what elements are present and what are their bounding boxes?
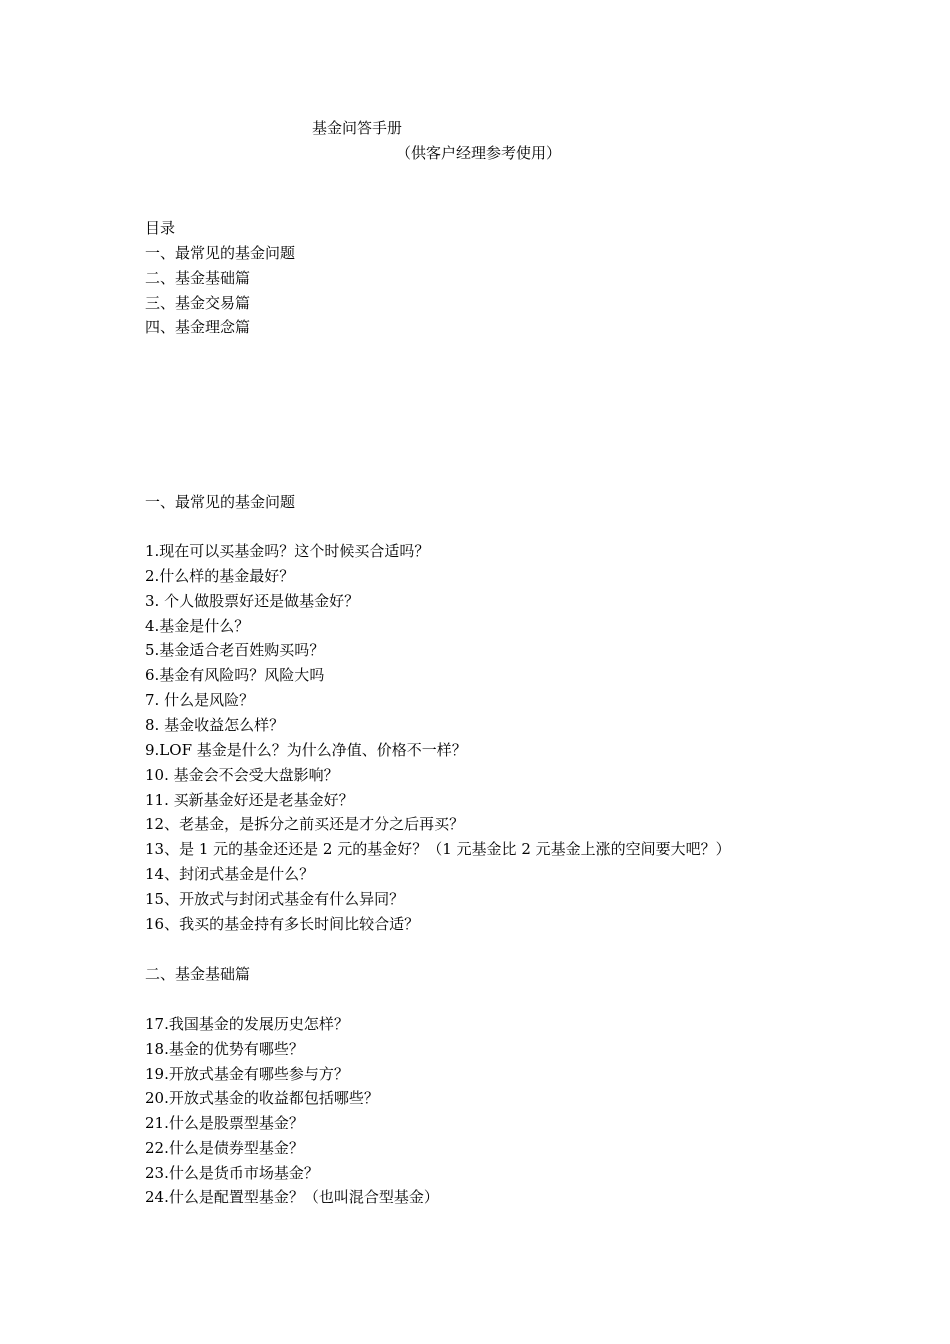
question-item: 9.LOF 基金是什么？为什么净值、价格不一样？ [145,741,467,759]
question-item: 14、封闭式基金是什么？ [145,865,315,883]
question-item: 20.开放式基金的收益都包括哪些？ [145,1089,379,1107]
question-item: 1.现在可以买基金吗？这个时候买合适吗？ [145,542,430,560]
question-item: 24.什么是配置型基金？（也叫混合型基金） [145,1188,439,1206]
question-item: 11. 买新基金好还是老基金好？ [145,791,354,809]
question-item: 23.什么是货币市场基金？ [145,1164,319,1182]
question-item: 12、老基金，是拆分之前买还是才分之后再买？ [145,815,465,833]
document-title: 基金问答手册 [312,119,403,137]
question-item: 15、开放式与封闭式基金有什么异同？ [145,890,405,908]
toc-item: 一、最常见的基金问题 [145,244,296,262]
toc-item: 二、基金基础篇 [145,269,251,287]
question-item: 8. 基金收益怎么样？ [145,716,285,734]
question-item: 6.基金有风险吗？风险大吗 [145,666,325,684]
toc-item: 三、基金交易篇 [145,294,251,312]
question-item: 4.基金是什么？ [145,617,250,635]
toc-heading: 目录 [145,219,176,237]
question-item: 10. 基金会不会受大盘影响？ [145,766,339,784]
question-item: 18.基金的优势有哪些？ [145,1040,304,1058]
question-item: 17.我国基金的发展历史怎样？ [145,1015,349,1033]
question-item: 21.什么是股票型基金？ [145,1114,304,1132]
section-heading: 二、基金基础篇 [145,965,251,983]
question-item: 19.开放式基金有哪些参与方？ [145,1065,349,1083]
question-item: 2.什么样的基金最好？ [145,567,295,585]
question-item: 5.基金适合老百姓购买吗？ [145,641,325,659]
question-item: 3. 个人做股票好还是做基金好？ [145,592,360,610]
toc-item: 四、基金理念篇 [145,318,251,336]
question-item: 22.什么是债券型基金？ [145,1139,304,1157]
document-subtitle: （供客户经理参考使用） [396,144,562,162]
question-item: 13、是 1 元的基金还还是 2 元的基金好？（1 元基金比 2 元基金上涨的空间要大吧？） [145,840,731,858]
section-heading: 一、最常见的基金问题 [145,493,296,511]
question-item: 7. 什么是风险？ [145,691,255,709]
question-item: 16、我买的基金持有多长时间比较合适？ [145,915,420,933]
